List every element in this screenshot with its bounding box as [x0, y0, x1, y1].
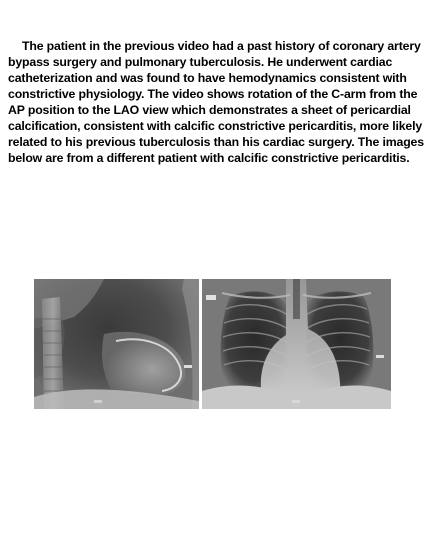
lateral-chest-xray-image [34, 279, 199, 409]
pa-chest-xray-image [202, 279, 391, 409]
lateral-xray-graphic [34, 279, 199, 409]
document-paragraph: The patient in the previous video had a past history of coronary artery bypass surgery and pulmonary tuberculosis. He underwent cardiac catheterization and was found to have hemodynamics consistent with constrictive physiology. The video shows rotation of the C-arm from the AP position to the LAO view which demonstrates a sheet of pericardial calcification, consistent with calcific constrictive pericarditis, more likely related to his previous tuberculosis than his cardiac surgery. The images below are from a different patient with calcific constrictive pericarditis. [8, 39, 424, 165]
pa-xray-graphic [202, 279, 391, 409]
